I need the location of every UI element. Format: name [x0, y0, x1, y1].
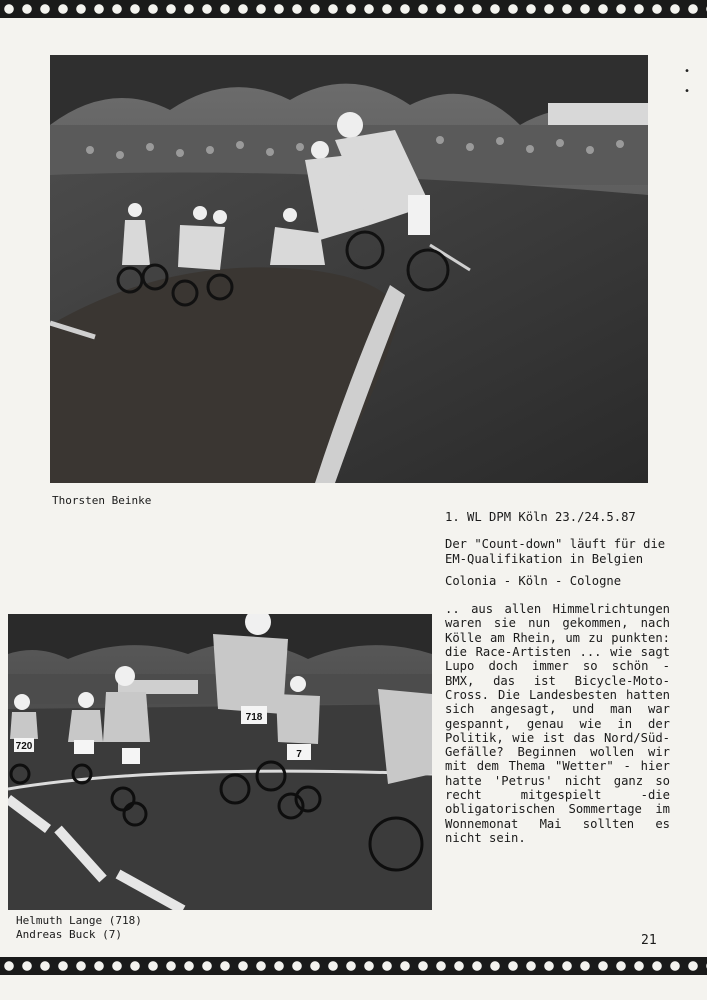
article-subtitle: Der "Count-down" läuft für die EM-Qualifikation in Belgien: [445, 537, 666, 566]
bottom-decorative-border: [0, 957, 707, 975]
race-plate-number: 718: [245, 712, 263, 723]
margin-dot: •: [684, 86, 691, 97]
article-body: .. aus allen Himmelrichtungen waren sie nun gekommen, nach Kölle am Rhein, um zu punkten: die Race-Artisten ... wie sagt Lupo doch immer so schön - BMX, das ist Bicycle-Moto-Cross. Die Landesbesten hatten sich angesagt, und man war gespannt, genau wie in der Politik, wie ist das Nord/Süd-Gefälle? Beginnen wollen wir mit dem Thema "Wetter" - hier hatte 'Petrus' nicht ganz so recht mitgespielt -die obligatorischen Sommertage im Wonnemonat Mai sollten es nicht sein.: [445, 602, 670, 845]
bmx-race-photo-top: [50, 55, 648, 483]
top-decorative-border: [0, 0, 707, 18]
page-number: 21: [641, 933, 657, 948]
article-headline: 1. WL DPM Köln 23./24.5.87: [445, 510, 636, 524]
race-plate-number: 7: [296, 749, 302, 760]
margin-dot: •: [684, 66, 691, 77]
caption-line-1: Helmuth Lange (718): [16, 914, 142, 927]
caption-line-2: Andreas Buck (7): [16, 928, 122, 941]
bmx-race-photo-bottom: [8, 614, 432, 910]
bottom-photo-caption: [16, 914, 142, 942]
race-plate-number: 720: [15, 741, 33, 752]
article-column: [445, 510, 670, 845]
article-location-line: Colonia - Köln - Cologne: [445, 573, 622, 588]
top-photo-caption: Thorsten Beinke: [52, 494, 152, 507]
